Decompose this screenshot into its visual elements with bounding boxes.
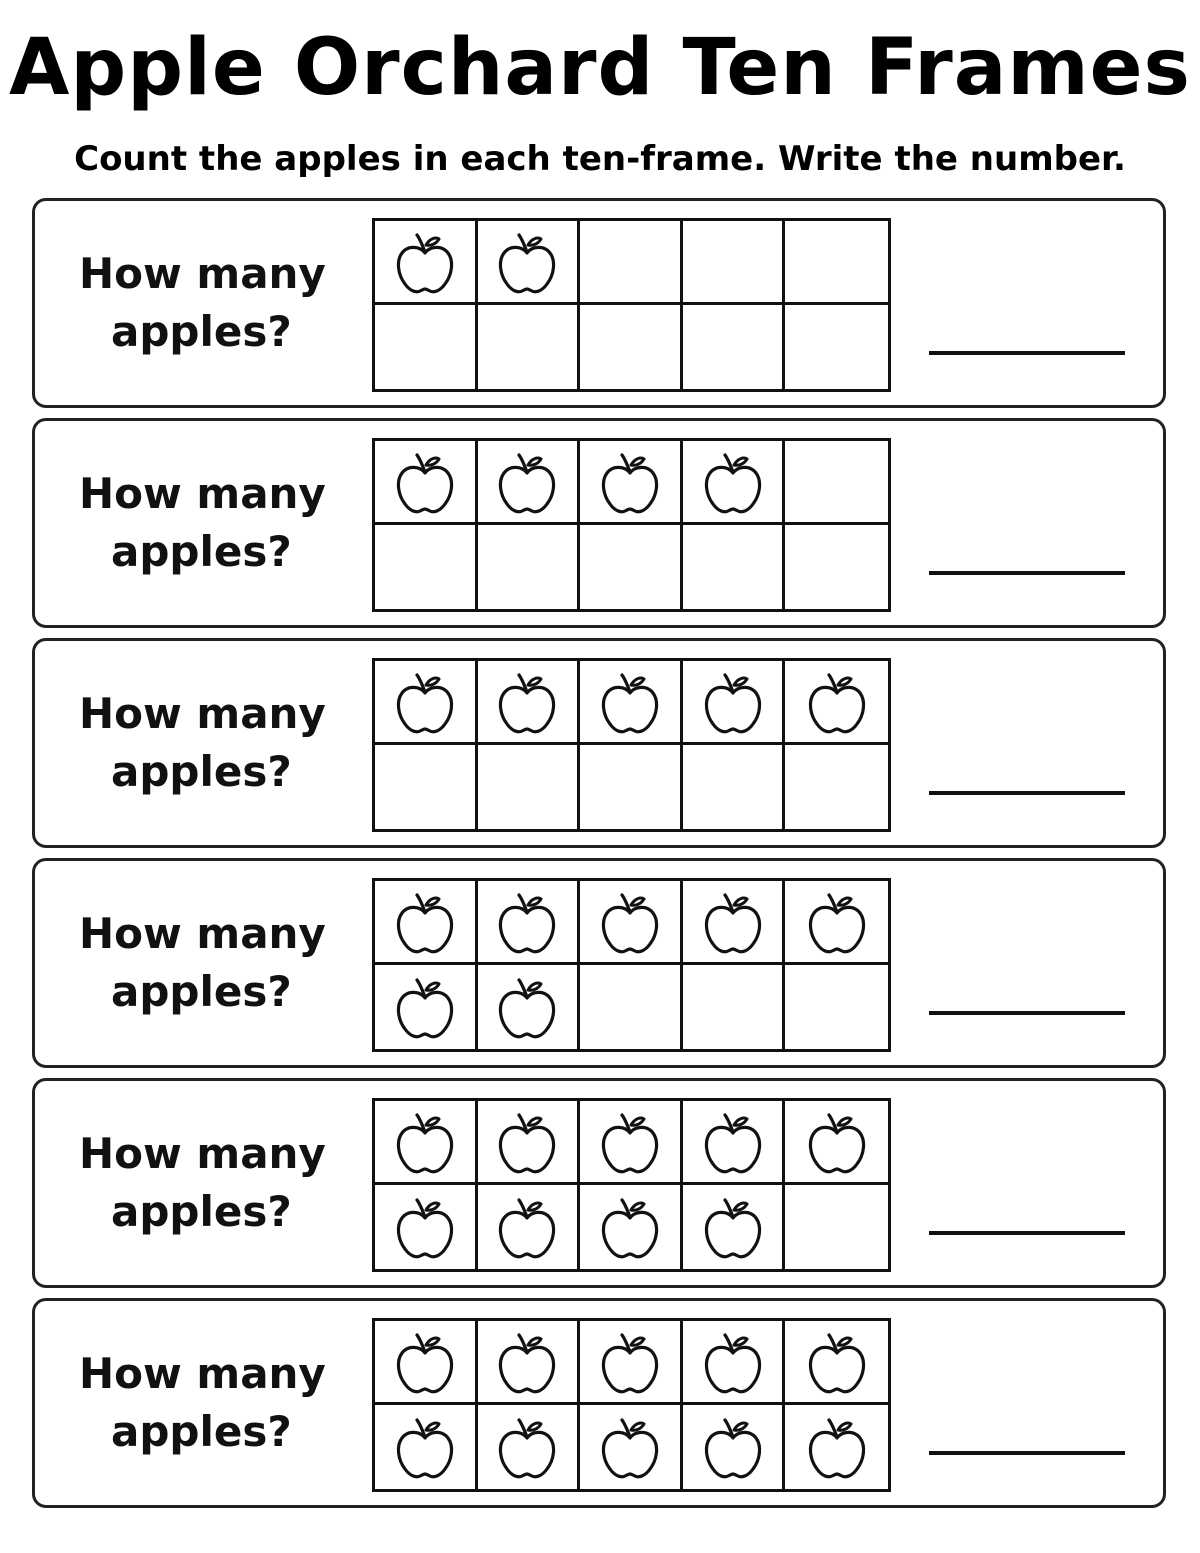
question-text xyxy=(59,905,359,1021)
apple-icon xyxy=(598,1193,662,1261)
frame-cell xyxy=(785,1405,888,1489)
frame-cell xyxy=(478,881,581,965)
frame-cell xyxy=(683,881,786,965)
apple-icon xyxy=(393,1193,457,1261)
answer-line[interactable] xyxy=(929,1011,1125,1015)
frame-cell xyxy=(785,221,888,305)
frame-cell xyxy=(683,1101,786,1185)
frame-cell xyxy=(580,745,683,829)
apple-icon xyxy=(598,1328,662,1396)
problem-card-4 xyxy=(32,858,1166,1068)
apple-icon xyxy=(805,888,869,956)
frame-cell xyxy=(375,221,478,305)
frame-cell xyxy=(478,661,581,745)
question-text xyxy=(59,245,359,361)
apple-icon xyxy=(495,1328,559,1396)
apple-icon xyxy=(701,448,765,516)
apple-icon xyxy=(701,1413,765,1481)
apple-icon xyxy=(495,973,559,1041)
frame-cell xyxy=(785,1321,888,1405)
frame-cell xyxy=(580,305,683,389)
ten-frame xyxy=(372,658,891,832)
frame-cell xyxy=(478,1101,581,1185)
problem-card-5 xyxy=(32,1078,1166,1288)
frame-cell xyxy=(580,1405,683,1489)
apple-icon xyxy=(495,1413,559,1481)
apple-icon xyxy=(598,888,662,956)
frame-cell xyxy=(785,881,888,965)
apple-icon xyxy=(495,1108,559,1176)
question-text xyxy=(59,685,359,801)
frame-cell xyxy=(683,1321,786,1405)
answer-line[interactable] xyxy=(929,351,1125,355)
apple-icon xyxy=(495,668,559,736)
question-text xyxy=(59,1345,359,1461)
apple-icon xyxy=(598,1413,662,1481)
apple-icon xyxy=(393,1108,457,1176)
frame-cell xyxy=(785,441,888,525)
frame-cell xyxy=(683,1405,786,1489)
frame-cell xyxy=(683,965,786,1049)
frame-cell xyxy=(683,221,786,305)
apple-icon xyxy=(805,668,869,736)
question-line-1: How many xyxy=(79,1129,326,1178)
frame-cell xyxy=(580,881,683,965)
ten-frame xyxy=(372,218,891,392)
frame-cell xyxy=(683,1185,786,1269)
frame-cell xyxy=(478,221,581,305)
apple-icon xyxy=(805,1413,869,1481)
question-line-1: How many xyxy=(79,909,326,958)
frame-cell xyxy=(375,745,478,829)
problem-list xyxy=(32,198,1168,1518)
question-line-2: apples? xyxy=(111,527,292,576)
ten-frame xyxy=(372,1098,891,1272)
frame-cell xyxy=(580,661,683,745)
question-line-1: How many xyxy=(79,249,326,298)
apple-icon xyxy=(495,448,559,516)
frame-cell xyxy=(478,305,581,389)
frame-cell xyxy=(580,441,683,525)
problem-card-1 xyxy=(32,198,1166,408)
question-line-2: apples? xyxy=(111,967,292,1016)
apple-icon xyxy=(598,448,662,516)
apple-icon xyxy=(805,1328,869,1396)
apple-icon xyxy=(701,1328,765,1396)
apple-icon xyxy=(701,1193,765,1261)
apple-icon xyxy=(393,973,457,1041)
apple-icon xyxy=(393,448,457,516)
ten-frame xyxy=(372,1318,891,1492)
frame-cell xyxy=(375,305,478,389)
problem-card-6 xyxy=(32,1298,1166,1508)
apple-icon xyxy=(495,1193,559,1261)
answer-line[interactable] xyxy=(929,791,1125,795)
apple-icon xyxy=(701,888,765,956)
frame-cell xyxy=(375,525,478,609)
question-line-1: How many xyxy=(79,1349,326,1398)
ten-frame xyxy=(372,438,891,612)
frame-cell xyxy=(478,965,581,1049)
frame-cell xyxy=(375,1101,478,1185)
frame-cell xyxy=(580,1321,683,1405)
apple-icon xyxy=(393,1413,457,1481)
frame-cell xyxy=(785,305,888,389)
ten-frame xyxy=(372,878,891,1052)
frame-cell xyxy=(785,965,888,1049)
answer-line[interactable] xyxy=(929,1231,1125,1235)
frame-cell xyxy=(580,1185,683,1269)
frame-cell xyxy=(683,305,786,389)
problem-card-3 xyxy=(32,638,1166,848)
question-line-2: apples? xyxy=(111,747,292,796)
apple-icon xyxy=(495,888,559,956)
page-title: Apple Orchard Ten Frames xyxy=(9,23,1191,113)
apple-icon xyxy=(805,1108,869,1176)
frame-cell xyxy=(478,745,581,829)
frame-cell xyxy=(478,1321,581,1405)
apple-icon xyxy=(393,668,457,736)
frame-cell xyxy=(580,221,683,305)
frame-cell xyxy=(785,661,888,745)
question-line-1: How many xyxy=(79,689,326,738)
frame-cell xyxy=(683,661,786,745)
question-text xyxy=(59,465,359,581)
question-line-2: apples? xyxy=(111,307,292,356)
frame-cell xyxy=(478,441,581,525)
apple-icon xyxy=(393,888,457,956)
frame-cell xyxy=(478,525,581,609)
frame-cell xyxy=(375,881,478,965)
frame-cell xyxy=(478,1405,581,1489)
answer-line[interactable] xyxy=(929,1451,1125,1455)
apple-icon xyxy=(598,668,662,736)
frame-cell xyxy=(785,1185,888,1269)
frame-cell xyxy=(683,441,786,525)
frame-cell xyxy=(375,661,478,745)
apple-icon xyxy=(495,228,559,296)
frame-cell xyxy=(580,965,683,1049)
question-line-2: apples? xyxy=(111,1407,292,1456)
frame-cell xyxy=(683,525,786,609)
frame-cell xyxy=(683,745,786,829)
frame-cell xyxy=(580,525,683,609)
question-line-2: apples? xyxy=(111,1187,292,1236)
apple-icon xyxy=(598,1108,662,1176)
apple-icon xyxy=(701,1108,765,1176)
frame-cell xyxy=(375,1185,478,1269)
problem-card-2 xyxy=(32,418,1166,628)
apple-icon xyxy=(393,228,457,296)
frame-cell xyxy=(375,965,478,1049)
answer-line[interactable] xyxy=(929,571,1125,575)
frame-cell xyxy=(375,441,478,525)
frame-cell xyxy=(375,1321,478,1405)
apple-icon xyxy=(701,668,765,736)
frame-cell xyxy=(478,1185,581,1269)
frame-cell xyxy=(785,525,888,609)
frame-cell xyxy=(785,1101,888,1185)
apple-icon xyxy=(393,1328,457,1396)
question-text xyxy=(59,1125,359,1241)
instructions: Count the apples in each ten-frame. Write the number. xyxy=(74,139,1126,179)
frame-cell xyxy=(375,1405,478,1489)
frame-cell xyxy=(580,1101,683,1185)
frame-cell xyxy=(785,745,888,829)
question-line-1: How many xyxy=(79,469,326,518)
